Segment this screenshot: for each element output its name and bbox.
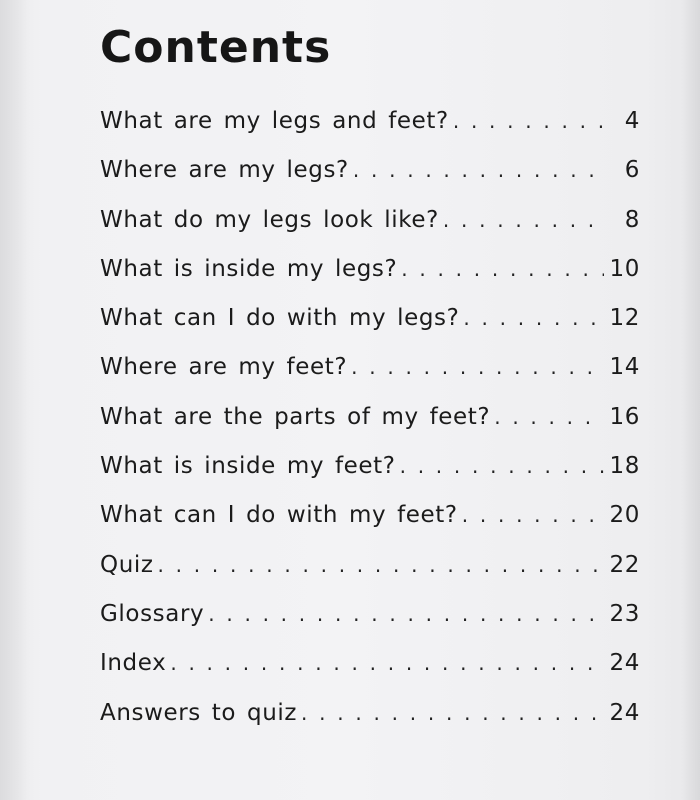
toc-entry-page-number: 18	[609, 453, 640, 480]
toc-entry-page-number: 12	[609, 305, 640, 332]
toc-entry	[100, 650, 640, 699]
dot-leader	[462, 503, 604, 527]
dot-leader	[301, 701, 603, 725]
toc-entry-label: Quiz	[100, 551, 154, 578]
toc-entry	[100, 157, 640, 206]
toc-entry-label: Index	[100, 650, 167, 677]
toc-entry-page-number: 24	[609, 699, 640, 726]
toc-entry-page-number: 16	[609, 403, 640, 430]
toc-entry-label: Where are my legs?	[100, 157, 349, 184]
toc-entry-page-number: 14	[609, 354, 640, 381]
toc-entry	[100, 256, 640, 305]
dot-leader	[463, 306, 603, 330]
toc-entry-label: What do my legs look like?	[100, 206, 439, 233]
toc-entry-page-number: 23	[609, 600, 640, 627]
page-edge-shadow	[682, 0, 700, 800]
toc-entry-label: What is inside my legs?	[100, 255, 398, 282]
toc-entry	[100, 453, 640, 502]
toc-entry-page-number: 24	[609, 650, 640, 677]
toc-entry-label: Glossary	[100, 600, 205, 627]
toc-entry	[100, 552, 640, 601]
dot-leader	[351, 355, 603, 379]
dot-leader	[208, 602, 603, 626]
dot-leader	[453, 109, 606, 133]
page-title: Contents	[100, 22, 332, 73]
toc-entry	[100, 207, 640, 256]
toc-entry	[100, 601, 640, 650]
dot-leader	[158, 553, 604, 577]
dot-leader	[400, 454, 604, 478]
toc-entry-label: What can I do with my legs?	[100, 305, 460, 332]
toc-entry-page-number: 22	[609, 551, 640, 578]
toc-entry-label: Where are my feet?	[100, 354, 348, 381]
dot-leader	[353, 158, 606, 182]
toc-entry-label: Answers to quiz	[100, 699, 298, 726]
toc-entry-label: What are my legs and feet?	[100, 108, 449, 134]
toc-entry	[100, 502, 640, 551]
toc-entry-label: What can I do with my feet?	[100, 502, 458, 529]
toc-entry	[100, 108, 640, 157]
dot-leader	[170, 651, 603, 675]
toc-entry-page-number: 6	[624, 157, 640, 184]
table-of-contents	[100, 108, 640, 749]
toc-entry-page-number: 4	[624, 108, 640, 134]
dot-leader	[494, 405, 603, 429]
page-gutter-shadow	[0, 0, 28, 800]
toc-entry	[100, 305, 640, 354]
dot-leader	[443, 208, 606, 232]
toc-entry-page-number: 8	[624, 206, 640, 233]
toc-entry	[100, 700, 640, 749]
toc-entry-page-number: 10	[609, 255, 640, 282]
toc-entry	[100, 404, 640, 453]
dot-leader	[401, 257, 603, 281]
toc-entry-label: What is inside my feet?	[100, 453, 396, 480]
toc-entry	[100, 354, 640, 403]
toc-entry-page-number: 20	[609, 502, 640, 529]
toc-entry-label: What are the parts of my feet?	[100, 403, 491, 430]
